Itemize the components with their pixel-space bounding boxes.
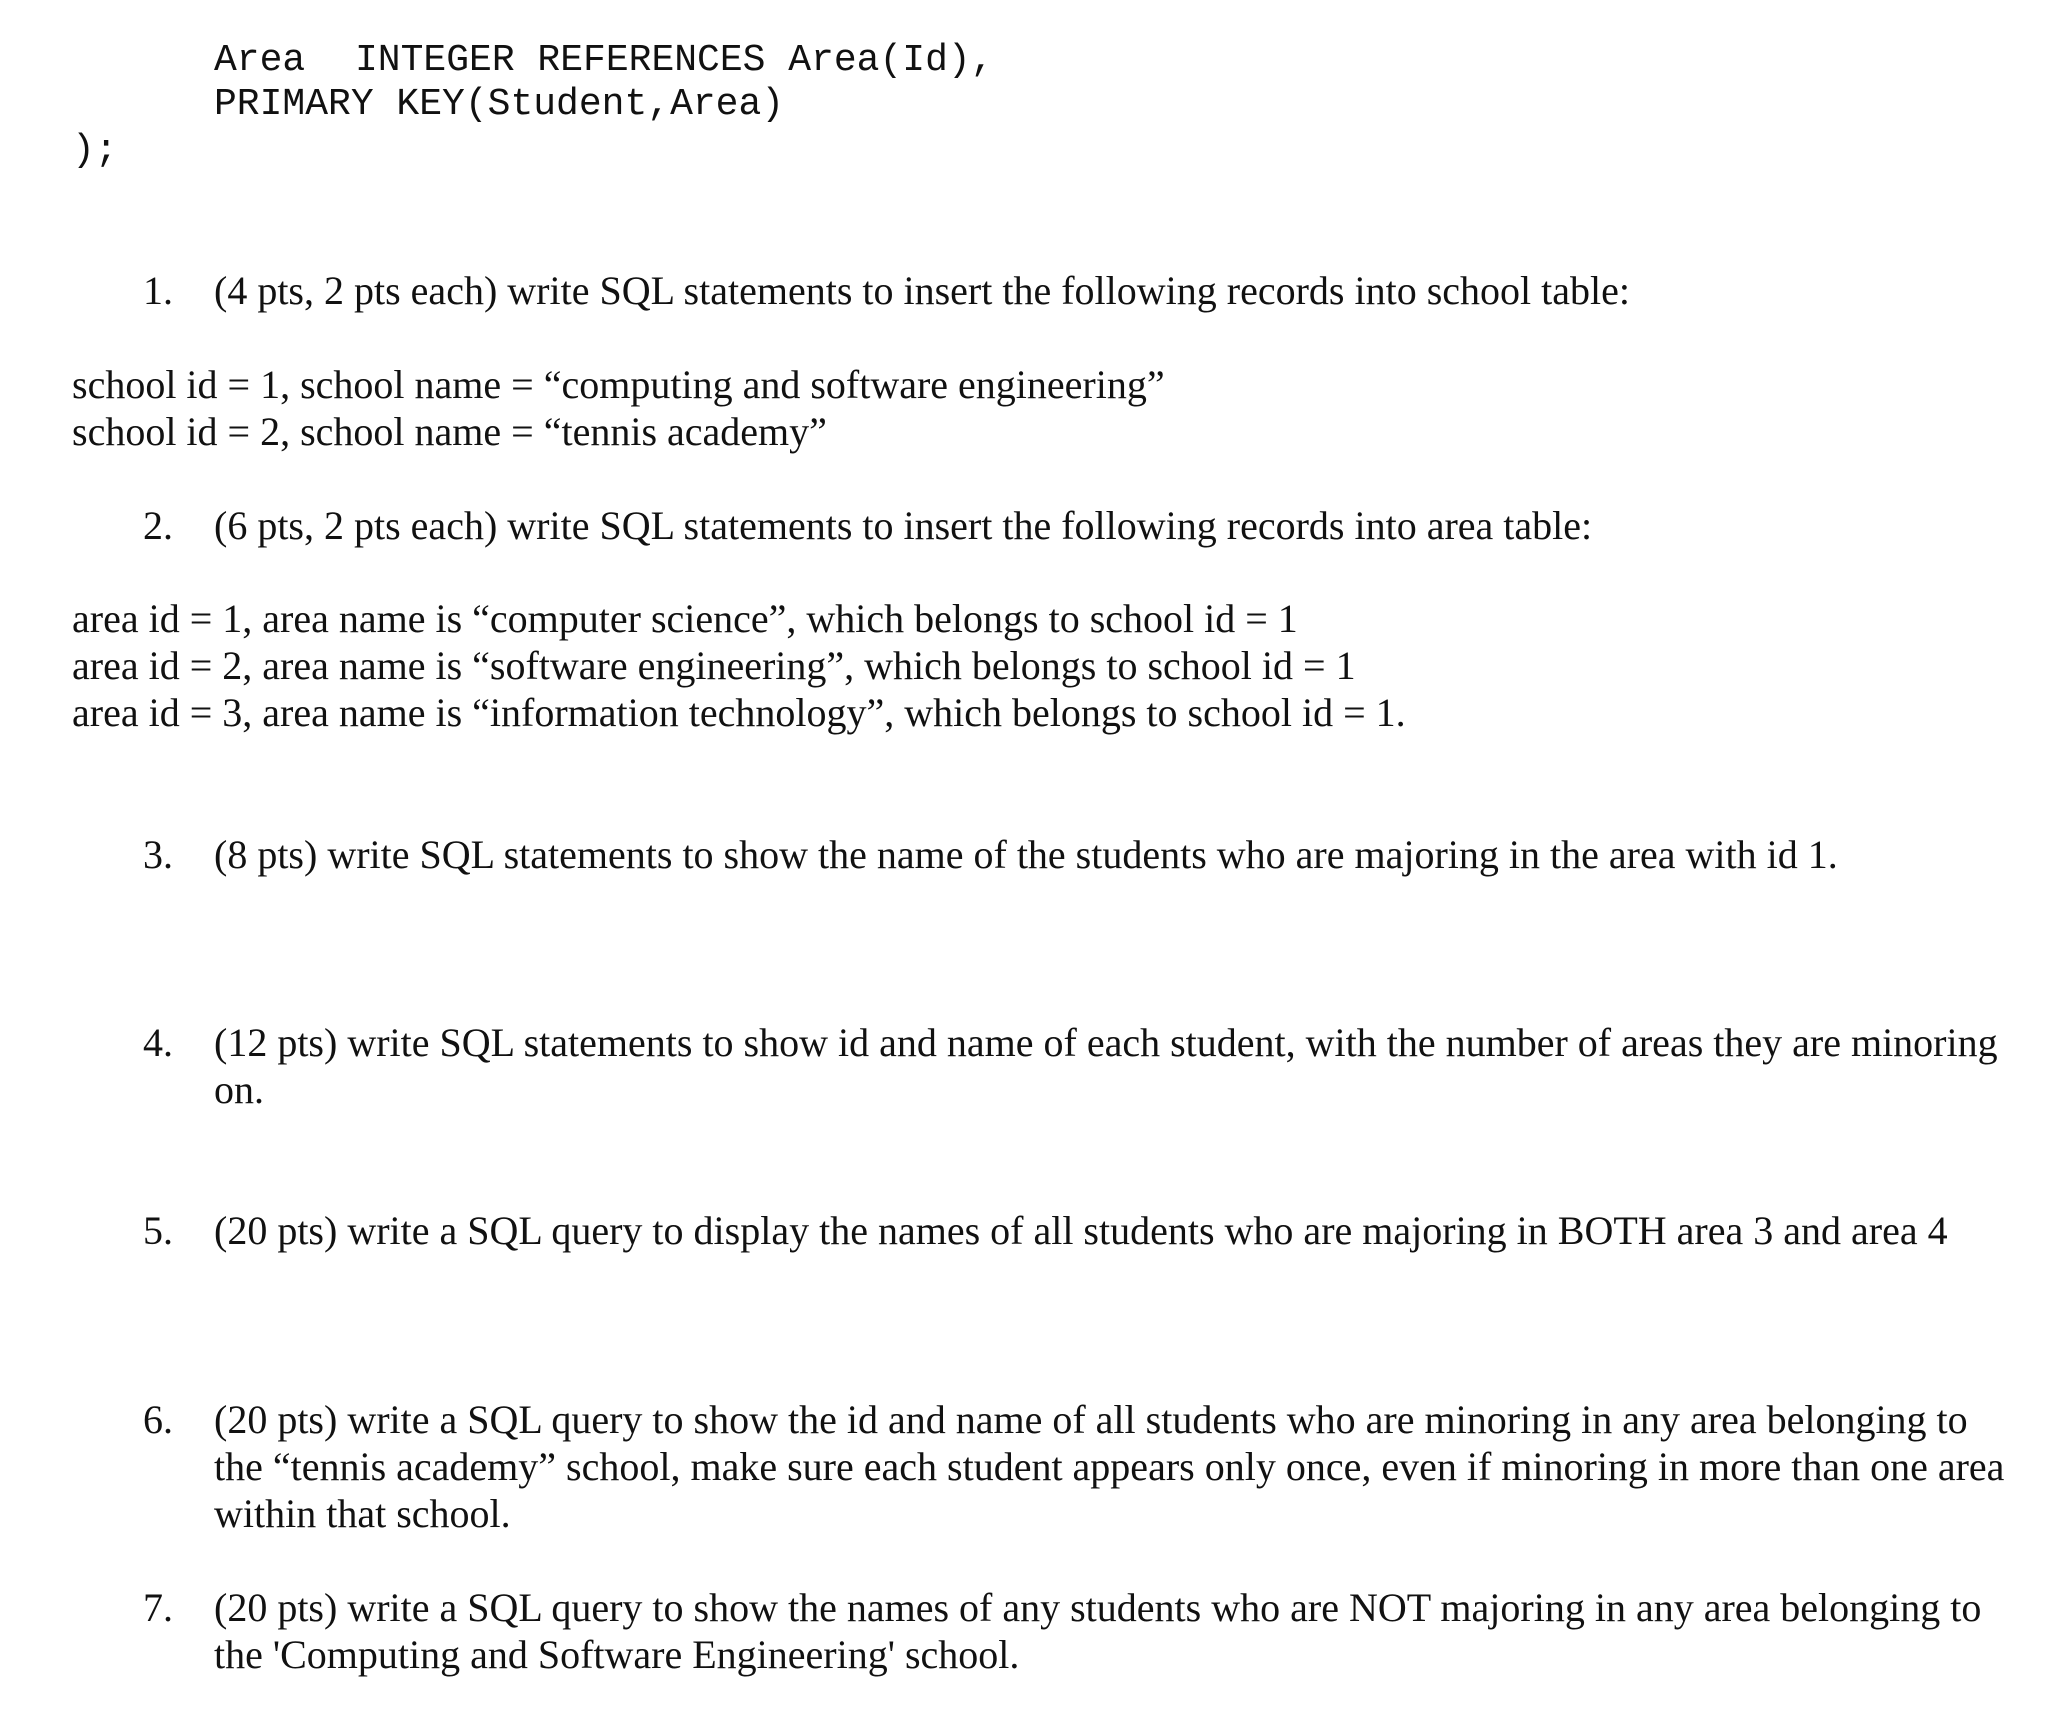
code-area-col-name: Area	[214, 39, 306, 82]
question-number: 2.	[143, 503, 173, 548]
q2-detail-1: area id = 1, area name is “computer science”, which belongs to school id = 1	[72, 596, 1298, 641]
question-text: (20 pts) write a SQL query to display the names of all students who are majoring in BOTH area 3 and area 4	[214, 1208, 1948, 1253]
question-number: 5.	[143, 1208, 173, 1253]
code-area-definition: INTEGER REFERENCES Area(Id),	[355, 39, 994, 82]
question-number: 4.	[143, 1020, 173, 1065]
q2-detail-3: area id = 3, area name is “information technology”, which belongs to school id = 1.	[72, 690, 1406, 735]
q1-detail-1: school id = 1, school name = “computing and software engineering”	[72, 362, 1165, 407]
question-text: (20 pts) write a SQL query to show the names of any students who are NOT majoring in any area belonging to the 'Computing and Software Engineering' school.	[214, 1585, 1982, 1677]
question-text: (4 pts, 2 pts each) write SQL statements to insert the following records into school table:	[214, 268, 1630, 313]
question-text: (6 pts, 2 pts each) write SQL statements to insert the following records into area table:	[214, 503, 1593, 548]
q2-detail-2: area id = 2, area name is “software engineering”, which belongs to school id = 1	[72, 643, 1356, 688]
code-primary-key: PRIMARY KEY(Student,Area)	[214, 83, 785, 126]
question-text: (20 pts) write a SQL query to show the id and name of all students who are minoring in any area belonging to the “tennis academy” school, make sure each student appears only once, even if minoring in more than one area within that school.	[214, 1397, 2005, 1536]
question-number: 1.	[143, 268, 173, 313]
question-number: 6.	[143, 1397, 173, 1442]
question-text: (12 pts) write SQL statements to show id and name of each student, with the number of areas they are minoring on.	[214, 1020, 1998, 1112]
question-number: 3.	[143, 832, 173, 877]
question-number: 7.	[143, 1585, 173, 1630]
code-closing: );	[72, 129, 118, 172]
q1-detail-2: school id = 2, school name = “tennis academy”	[72, 409, 827, 454]
question-text: (8 pts) write SQL statements to show the name of the students who are majoring in the area with id 1.	[214, 832, 1838, 877]
